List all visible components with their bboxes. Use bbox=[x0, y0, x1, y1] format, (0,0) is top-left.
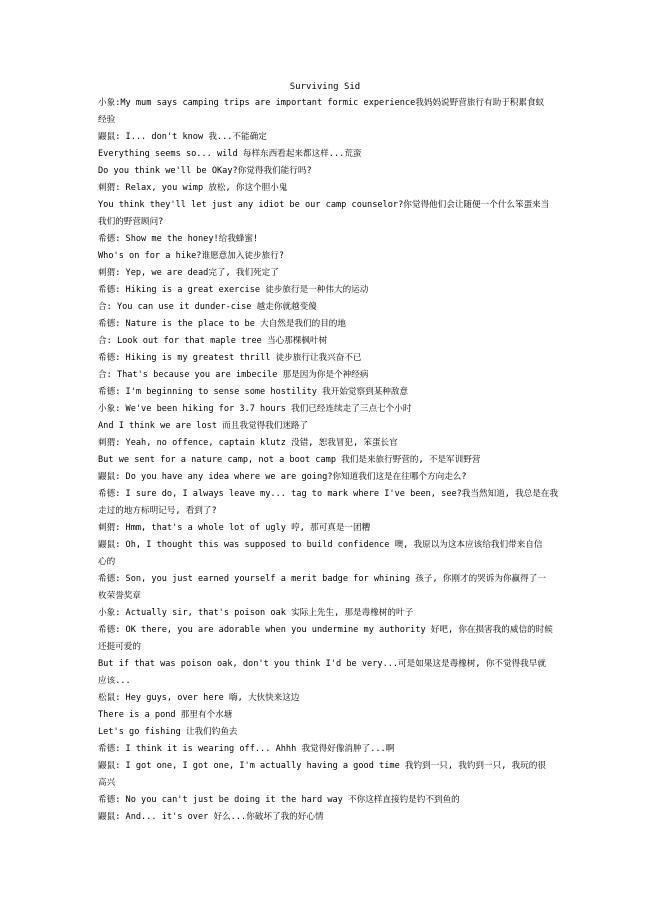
document-title: Surviving Sid bbox=[289, 82, 361, 92]
dialogue-line: 应该... bbox=[98, 676, 131, 686]
dialogue-line: Everything seems so... wild 每样东西看起来都这样...荒蛮 bbox=[98, 149, 362, 159]
dialogue-line: 刺猬: Relax, you wimp 放松, 你这个胆小鬼 bbox=[98, 183, 288, 193]
dialogue-line: But we sent for a nature camp, not a boot camp 我们是来旅行野营的, 不是军训野营 bbox=[98, 455, 481, 465]
dialogue-line: 鼹鼠: And... it's over 好么...你破坏了我的好心情 bbox=[98, 812, 324, 822]
dialogue-line: There is a pond 那里有个水塘 bbox=[98, 710, 233, 720]
dialogue-line: 希德: I think it is wearing off... Ahhh 我觉得好像消肿了...啊 bbox=[98, 744, 395, 754]
dialogue-line: Let's go fishing 让我们钓鱼去 bbox=[98, 727, 238, 737]
dialogue-line: 鼹鼠: I... don't know 我...不能确定 bbox=[98, 132, 267, 142]
dialogue-line: Who's on for a hike?谁愿意加入徒步旅行? bbox=[98, 251, 284, 261]
dialogue-line: 我们的野营顾问? bbox=[98, 217, 164, 227]
dialogue-line: 刺猬: Hmm, that's a whole lot of ugly 哼, 那可真是一团糟 bbox=[98, 523, 371, 533]
dialogue-line: 希德: OK there, you are adorable when you undermine my authority 好吧, 你在损害我的威信的时候 bbox=[98, 625, 553, 635]
dialogue-line: 鼹鼠: Do you have any idea where we are going?你知道我们这是在往哪个方向走么? bbox=[98, 472, 467, 482]
dialogue-line: 枚荣誉奖章 bbox=[98, 591, 141, 601]
dialogue-line: 合: That's because you are imbecile 那是因为你是个神经病 bbox=[98, 370, 369, 380]
dialogue-line: 刺猬: Yeah, no offence, captain klutz 没错, 恕我冒犯, 笨蛋长官 bbox=[98, 438, 398, 448]
dialogue-line: 合: You can use it dunder-cise 越走你就越变傻 bbox=[98, 302, 317, 312]
dialogue-line: 希德: I sure do, I always leave my... tag to mark where I've been, see?我当然知道, 我总是在我 bbox=[98, 489, 559, 499]
dialogue-line: 希德: Show me the honey!给我蜂蜜! bbox=[98, 234, 259, 244]
dialogue-line: 希德: Nature is the place to be 大自然是我们的目的地 bbox=[98, 319, 346, 329]
dialogue-line: 小象: Actually sir, that's poison oak 实际上先生, 那是毒橡树的叶子 bbox=[98, 608, 414, 618]
dialogue-line: 心的 bbox=[98, 557, 116, 567]
dialogue-line: 刺猬: Yep, we are dead完了, 我们死定了 bbox=[98, 268, 279, 278]
dialogue-line: 经验 bbox=[98, 115, 116, 125]
dialogue-line: 希德: No you can't just be doing it the hard way 不你这样直接钓是钓不到鱼的 bbox=[98, 795, 460, 805]
dialogue-line: 希德: Hiking is a great exercise 徒步旅行是一种伟大的运动 bbox=[98, 285, 369, 295]
dialogue-line: 小象: We've been hiking for 3.7 hours 我们已经连续走了三点七个小时 bbox=[98, 404, 412, 414]
dialogue-line: 小象:My mum says camping trips are important formic experience我妈妈说野营旅行有助于积累食蚁 bbox=[98, 98, 545, 108]
dialogue-line: 走过的地方标明记号, 看到了? bbox=[98, 506, 217, 516]
dialogue-line: But if that was poison oak, don't you think I'd be very...可是如果这是毒橡树, 你不觉得我早就 bbox=[98, 659, 546, 669]
dialogue-line: You think they'll let just any idiot be our camp counselor?你觉得他们会让随便一个什么笨蛋来当 bbox=[98, 200, 550, 210]
dialogue-line: 高兴 bbox=[98, 778, 116, 788]
dialogue-line: 鼹鼠: I got one, I got one, I'm actually having a good time 我钓到一只, 我钓到一只, 我玩的很 bbox=[98, 761, 546, 771]
dialogue-line: 合: Look out for that maple tree 当心那棵枫叶树 bbox=[98, 336, 328, 346]
dialogue-line: 希德: I'm beginning to sense some hostility 我开始觉察到某种敌意 bbox=[98, 387, 409, 397]
dialogue-line: 希德: Hiking is my greatest thrill 徒步旅行让我兴奋不已 bbox=[98, 353, 362, 363]
dialogue-line: 还挺可爱的 bbox=[98, 642, 141, 652]
dialogue-line: And I think we are lost 而且我觉得我们迷路了 bbox=[98, 421, 309, 431]
dialogue-line: Do you think we'll be OKay?你觉得我们能行吗? bbox=[98, 166, 312, 176]
dialogue-lines bbox=[98, 95, 560, 826]
dialogue-line: 鼹鼠: Oh, I thought this was supposed to build confidence 噢, 我原以为这本应该给我们带来自信 bbox=[98, 540, 543, 550]
dialogue-line: 希德: Son, you just earned yourself a merit badge for whining 孩子, 你刚才的哭诉为你赢得了一 bbox=[98, 574, 546, 584]
dialogue-line: 松鼠: Hey guys, over here 嗨, 大伙快来这边 bbox=[98, 693, 300, 703]
